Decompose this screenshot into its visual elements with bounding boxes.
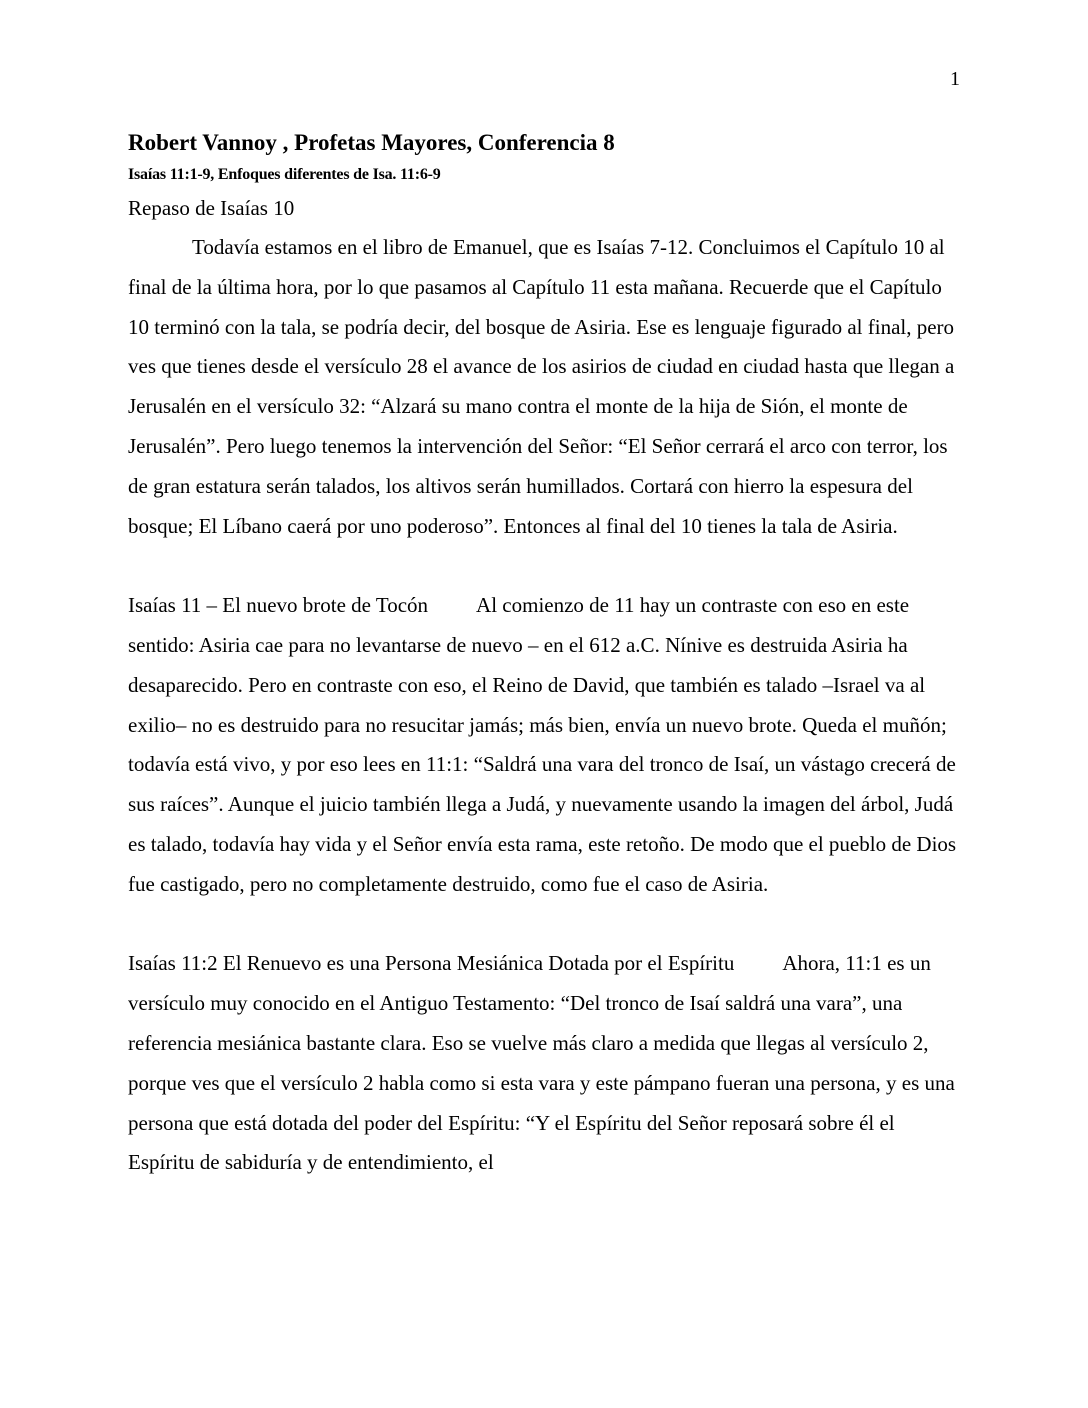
page-number: 1: [950, 68, 960, 90]
document-title: Robert Vannoy , Profetas Mayores, Conferencia 8: [128, 130, 615, 155]
section-heading-review: Repaso de Isaías 10: [128, 196, 295, 220]
paragraph-new-shoot-body: Al comienzo de 11 hay un contraste con eso en este sentido: Asiria cae para no levantarse de nuevo – en el 612 a.C. Nínive es destruida Asiria ha desaparecido. Pero en contraste con eso, el Reino de David, que también es talado –Israel va al exilio– no es destruido para no resucitar jamás; más bien, envía un nuevo brote. Queda el muñón; todavía está vivo, y por eso lees en 11:1: “Saldrá una vara del tronco de Isaí, un vástago crecerá de sus raíces”. Aunque el juicio también llega a Judá, y nuevamente usando la imagen del árbol, Judá es talado, todavía hay vida y el Señor envía esta rama, este retoño. De modo que el pueblo de Dios fue castigado, pero no completamente destruido, como fue el caso de Asiria.: [128, 593, 957, 896]
section-heading-new-shoot: Isaías 11 – El nuevo brote de Tocón: [128, 593, 429, 618]
paragraph-new-shoot: [128, 586, 960, 904]
paragraph-gap: [128, 905, 960, 945]
paragraph-messianic-branch: [128, 944, 960, 1183]
paragraph-messianic-branch-body: Ahora, 11:1 es un versículo muy conocido en el Antiguo Testamento: “Del tronco de Isaí saldrá una vara”, una referencia mesiánica bastante clara. Eso se vuelve más claro a medida que llegas al versículo 2, porque ves que el versículo 2 habla como si esta vara y este pámpano fueran una persona, y es una persona que está dotada del poder del Espíritu: “Y el Espíritu del Señor reposará sobre él el Espíritu de sabiduría y de entendimiento, el: [128, 951, 955, 1175]
document-body: [128, 126, 960, 1183]
section-heading-messianic-branch: Isaías 11:2 El Renuevo es una Persona Mesiánica Dotada por el Espíritu: [128, 951, 735, 976]
paragraph-gap: [128, 546, 960, 586]
document-subtitle: Isaías 11:1-9, Enfoques diferentes de Isa. 11:6-9: [128, 166, 441, 183]
paragraph-review: Todavía estamos en el libro de Emanuel, que es Isaías 7-12. Concluimos el Capítulo 10 al final de la última hora, por lo que pasamos al Capítulo 11 esta mañana. Recuerde que el Capítulo 10 terminó con la tala, se podría decir, del bosque de Asiria. Ese es lenguaje figurado al final, pero ves que tienes desde el versículo 28 el avance de los asirios de ciudad en ciudad hasta que llegan a Jerusalén en el versículo 32: “Alzará su mano contra el monte de la hija de Sión, el monte de Jerusalén”. Pero luego tenemos la intervención del Señor: “El Señor cerrará el arco con terror, los de gran estatura serán talados, los altivos serán humillados. Cortará con hierro la espesura del bosque; El Líbano caerá por uno poderoso”. Entonces al final del 10 tienes la tala de Asiria.: [128, 235, 955, 538]
